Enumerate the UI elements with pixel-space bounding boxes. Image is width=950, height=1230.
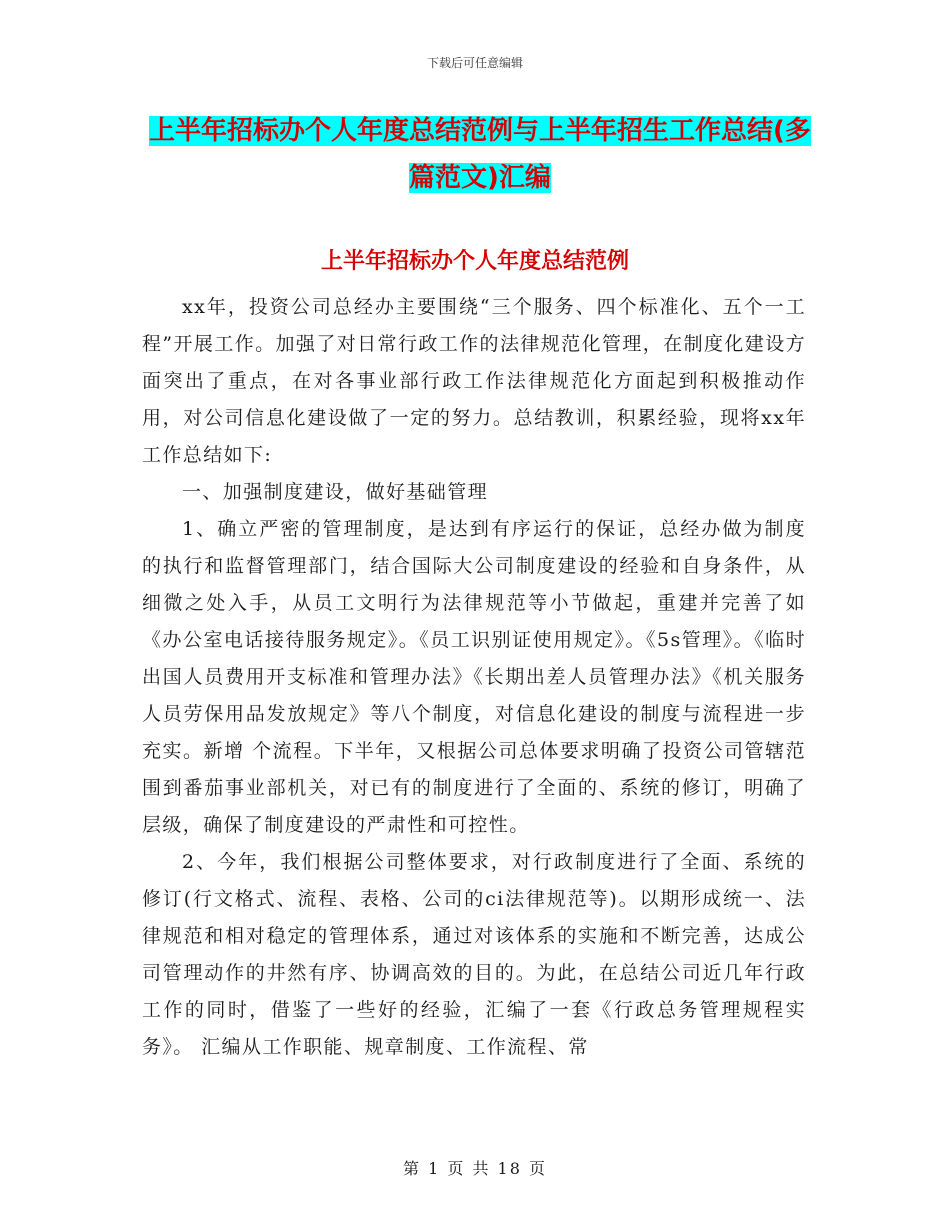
- main-title-text: 上半年招标办个人年度总结范例与上半年招生工作总结(多篇范文)汇编: [149, 116, 811, 193]
- document-main-title: [140, 108, 820, 202]
- document-body: [142, 289, 806, 1066]
- header-note: 下载后可任意编辑: [426, 56, 523, 70]
- paragraph-item-2: 2、今年，我们根据公司整体要求，对行政制度进行了全面、系统的修订(行文格式、流程、表格、公司的ci法律规范等)。以期形成统一、法律规范和相对稳定的管理体系，通过对该体系的实施和不断完善，达成公司管理动作的井然有序、协调高效的目的。为此，在总结公司近几年行政工作的同时，借鉴了一些好的经验，汇编了一套《行政总务管理规程实务》。 汇编从工作职能、规章制度、工作流程、常: [142, 851, 806, 1058]
- page-footer: 第 1 页 共 18 页: [403, 1159, 547, 1178]
- paragraph-heading-1: 一、加强制度建设，做好基础管理: [182, 481, 489, 503]
- paragraph-intro: xx年，投资公司总经办主要围绕“三个服务、四个标准化、五个一工程”开展工作。加强了对日常行政工作的法律规范化管理，在制度化建设方面突出了重点，在对各事业部行政工作法律规范化方面起到积极推动作用，对公司信息化建设做了一定的努力。总结教训，积累经验，现将xx年工作总结如下:: [142, 296, 806, 466]
- paragraph-item-1: 1、确立严密的管理制度，是达到有序运行的保证，总经办做为制度的执行和监督管理部门，结合国际大公司制度建设的经验和自身条件，从细微之处入手，从员工文明行为法律规范等小节做起，重建并完善了如《办公室电话接待服务规定》。《员工识别证使用规定》。《5s管理》。《临时出国人员费用开支标准和管理办法》《长期出差人员管理办法》《机关服务人员劳保用品发放规定》等八个制度，对信息化建设的制度与流程进一步充实。新增 个流程。下半年，又根据公司总体要求明确了投资公司管辖范围到番茄事业部机关，对已有的制度进行了全面的、系统的修订，明确了层级，确保了制度建设的严肃性和可控性。: [142, 518, 806, 836]
- section-title: 上半年招标办个人年度总结范例: [320, 249, 629, 274]
